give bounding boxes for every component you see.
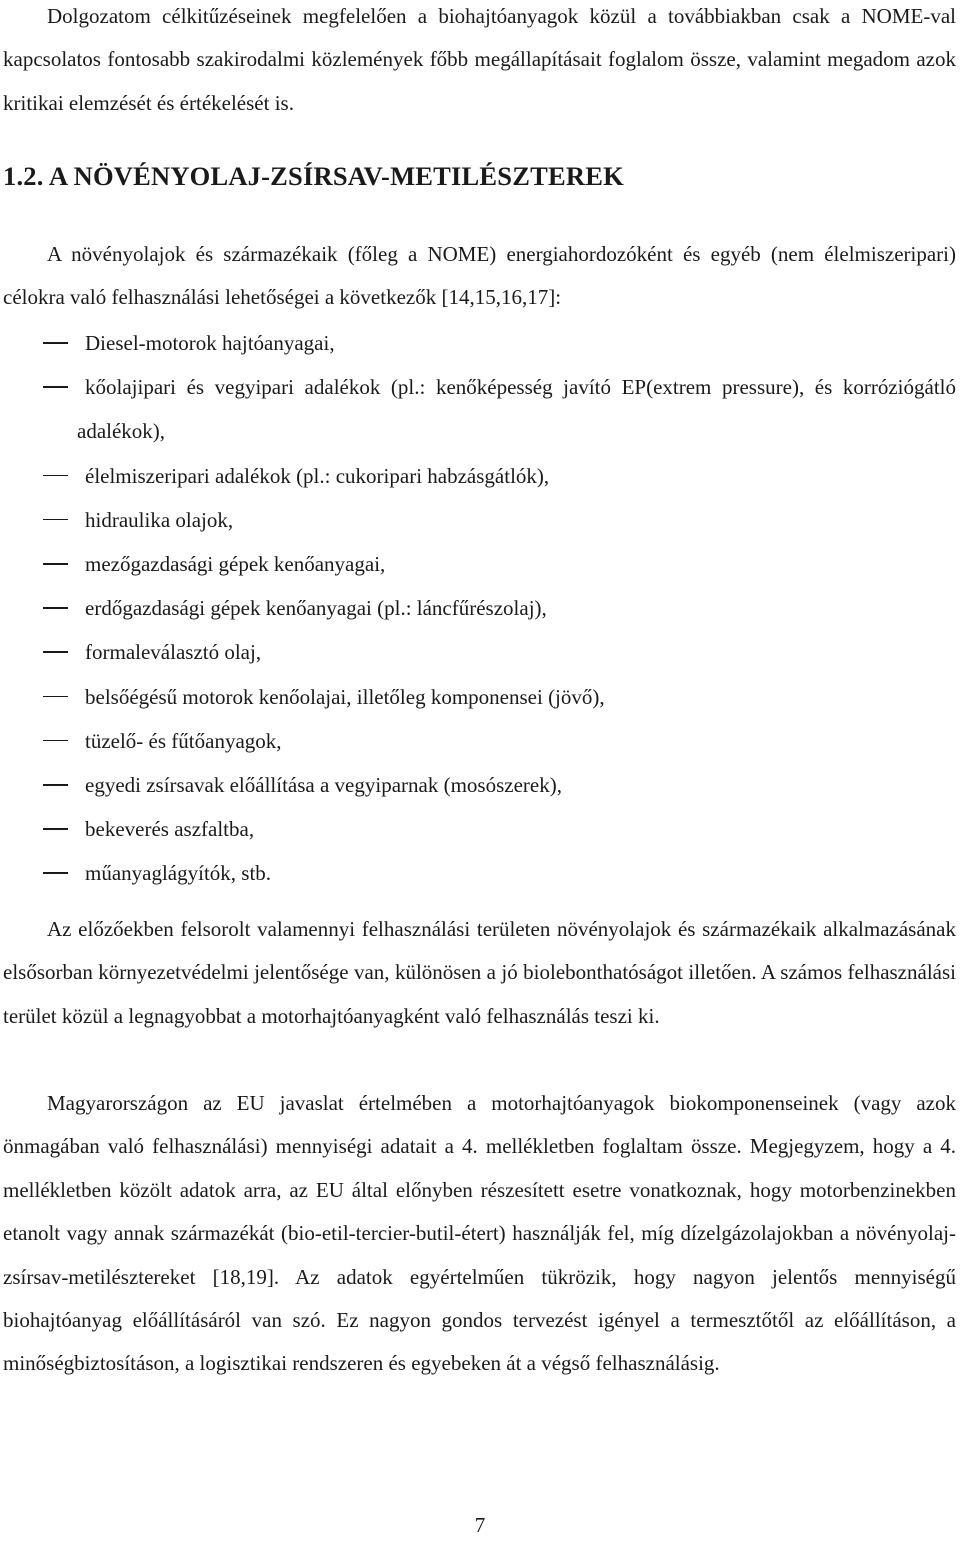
dash-bullet	[43, 872, 68, 874]
list-item	[0, 763, 956, 807]
list-item-text: kőolajipari és vegyipari adalékok (pl.: kenőképesség javító EP(extrem pressure), és korróziógátló adalékok),	[77, 375, 956, 444]
dash-bullet	[43, 651, 68, 653]
list-item-text: élelmiszeripari adalékok (pl.: cukoripari habzásgátlók),	[85, 463, 550, 488]
list-item	[0, 542, 956, 586]
dash-bullet	[43, 740, 68, 742]
list-item-text: bekeverés aszfaltba,	[85, 817, 255, 842]
list-item	[0, 321, 956, 365]
intro-paragraph: Dolgozatom célkitűzéseinek megfelelően a biohajtóanyagok közül a továbbiakban csak a NOME-val kapcsolatos fontosabb szakirodalmi közlemények főbb megállapításait foglalom össze, valamint megadom azok kritikai elemzését és értékelését is.	[3, 4, 956, 115]
list-item	[0, 586, 956, 630]
section-heading: 1.2. A NÖVÉNYOLAJ-ZSÍRSAV-METILÉSZTEREK	[3, 161, 624, 191]
dash-bullet	[43, 342, 68, 344]
page-number: 7	[474, 1513, 486, 1537]
list-item-text: erdőgazdasági gépek kenőanyagai (pl.: láncfűrészolaj),	[85, 596, 547, 621]
dash-bullet	[43, 519, 68, 521]
body-paragraph-3: Magyarországon az EU javaslat értelmében a motorhajtóanyagok biokomponenseinek (vagy azok önmagában való felhasználási) mennyiségi adatait a 4. mellékletben foglaltam össze. Megjegyzem, hogy a 4. mellékletben közölt adatok arra, az EU által előnyben részesített esetre vonatkoznak, hogy motorbenzinekben etanolt vagy annak származékát (bio-etil-tercier-butil-étert) használják fel, míg dízelgázolajokban a növényolaj-zsírsav-metilésztereket [18,19]. Az adatok egyértelműen tükrözik, hogy nagyon jelentős mennyiségű biohajtóanyag előállításáról van szó. Ez nagyon gondos tervezést igényel a termesztőtől az előállításon, a minőségbiztosításon, a logisztikai rendszeren és egyebeken át a végső felhasználásig.	[3, 1091, 956, 1376]
list-item	[0, 630, 956, 674]
list-item-text: formaleválasztó olaj,	[85, 640, 262, 665]
dash-bullet	[43, 607, 68, 609]
body-paragraph-2: Az előzőekben felsorolt valamennyi felhasználási területen növényolajok és származékaik alkalmazásának elsősorban környezetvédelmi jelentősége van, különösen a jó biolebonthatóságot illetően. A számos felhasználási terület közül a legnagyobbat a motorhajtóanyagként való felhasználás teszi ki.	[3, 917, 956, 1028]
dash-bullet	[43, 563, 68, 565]
dash-bullet	[43, 696, 68, 698]
dash-bullet	[43, 784, 68, 786]
list-item	[0, 807, 956, 851]
list-item-text: mezőgazdasági gépek kenőanyagai,	[85, 552, 386, 577]
list-item	[0, 498, 956, 542]
list-item	[0, 719, 956, 763]
list-item	[0, 454, 956, 498]
list-item	[0, 365, 956, 453]
dash-bullet	[43, 828, 68, 830]
section-lead-paragraph: A növényolajok és származékaik (főleg a NOME) energiahordozóként és egyéb (nem élelmiszeripari) célokra való felhasználási lehetőségei a következők [14,15,16,17]:	[3, 242, 956, 310]
list-item-text: belsőégésű motorok kenőolajai, illetőleg komponensei (jövő),	[85, 684, 605, 709]
list-item-text: Diesel-motorok hajtóanyagai,	[85, 331, 335, 355]
list-item	[0, 851, 956, 895]
dash-bullet	[43, 386, 68, 388]
list-item-text: műanyaglágyítók, stb.	[85, 861, 272, 886]
dash-bullet	[43, 475, 68, 477]
list-item-text: hidraulika olajok,	[85, 507, 234, 532]
list-item-text: egyedi zsírsavak előállítása a vegyiparnak (mosószerek),	[85, 773, 562, 798]
list-item-text: tüzelő- és fűtőanyagok,	[85, 728, 282, 753]
list-item	[0, 675, 956, 719]
uses-list	[0, 321, 960, 896]
